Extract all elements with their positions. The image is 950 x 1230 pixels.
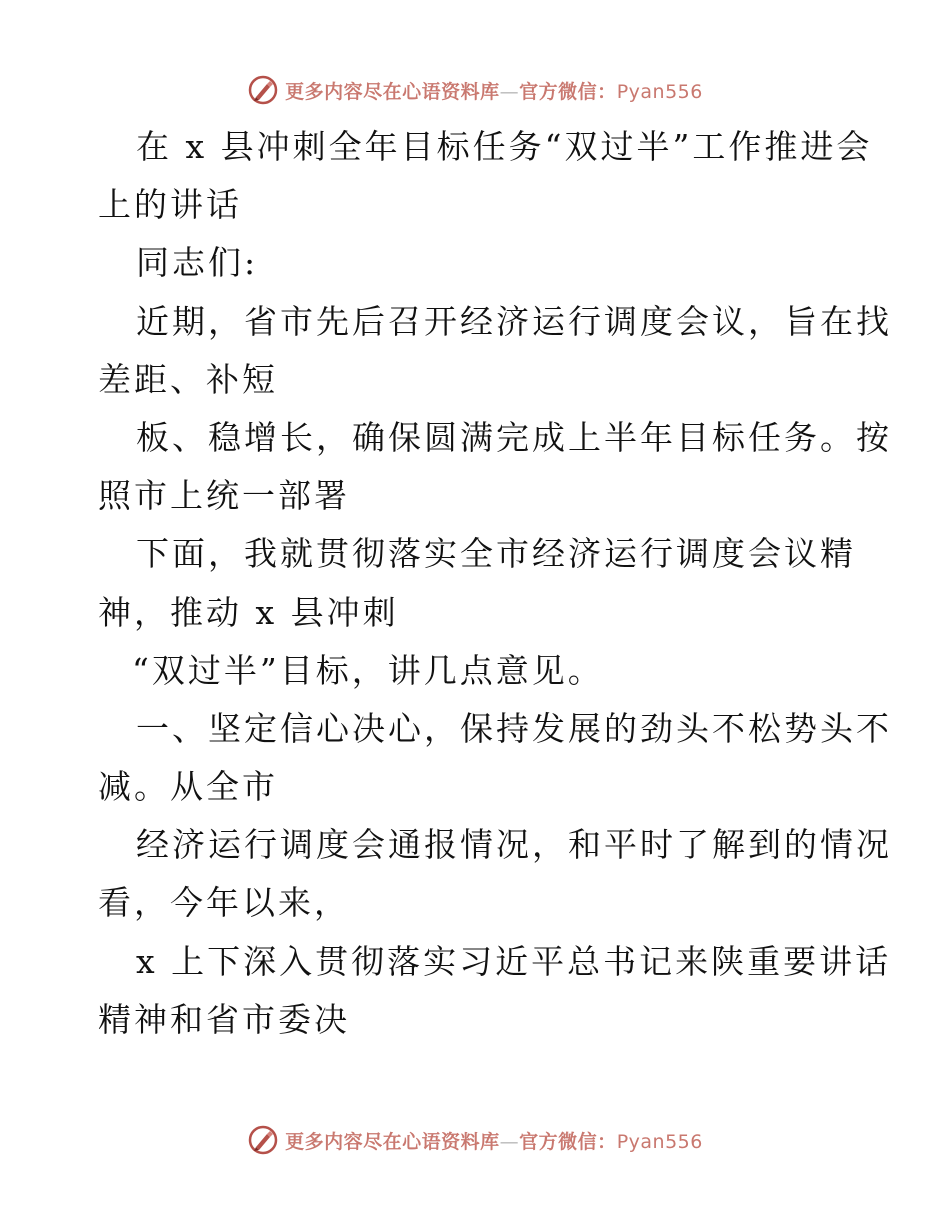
title-line-1: 在 x 县冲刺全年目标任务“双过半”工作推进会	[136, 127, 873, 166]
paragraph-line: “双过半”目标，讲几点意见。	[132, 650, 604, 690]
paragraph-line: 板、稳增长，确保圆满完成上半年目标任务。按	[136, 417, 892, 457]
footer-banner-text	[285, 1127, 703, 1154]
header-banner-wechat-label: 官方微信：	[519, 80, 617, 103]
footer-watermark-banner	[0, 1122, 950, 1158]
section-heading-line: 一、坚定信心决心，保持发展的劲头不松势头不	[136, 708, 892, 748]
paragraph-line: 经济运行调度会通报情况，和平时了解到的情况	[136, 825, 892, 865]
header-banner-text	[285, 77, 703, 104]
paragraph-line: 近期，省市先后召开经济运行调度会议，旨在找	[136, 301, 892, 341]
footer-banner-main: 更多内容尽在心语资料库	[285, 1130, 500, 1153]
document-body	[98, 118, 892, 1049]
pen-logo-icon	[247, 74, 279, 106]
footer-banner-wechat-label: 官方微信：	[519, 1130, 617, 1153]
footer-banner-separator: —	[499, 1130, 520, 1153]
salutation: 同志们:	[136, 243, 259, 283]
paragraph-line: 照市上统一部署	[98, 476, 350, 516]
paragraph-line: 看，今年以来，	[98, 883, 350, 923]
header-banner-separator: —	[499, 80, 520, 103]
pen-logo-icon	[247, 1124, 279, 1156]
title-line-2: 上的讲话	[98, 185, 242, 225]
paragraph-line: 差距、补短	[98, 359, 278, 399]
footer-banner-wechat-id: Pyan556	[616, 1130, 703, 1153]
paragraph-line: 精神和省市委决	[98, 999, 350, 1039]
header-banner-wechat-id: Pyan556	[616, 80, 703, 103]
header-watermark-banner	[0, 72, 950, 108]
paragraph-line: 减。从全市	[98, 767, 278, 807]
paragraph-line: 神，推动 x 县冲刺	[98, 592, 399, 632]
header-banner-main: 更多内容尽在心语资料库	[285, 80, 500, 103]
paragraph-line: x 上下深入贯彻落实习近平总书记来陕重要讲话	[136, 941, 892, 981]
paragraph-line: 下面，我就贯彻落实全市经济运行调度会议精	[136, 534, 856, 574]
